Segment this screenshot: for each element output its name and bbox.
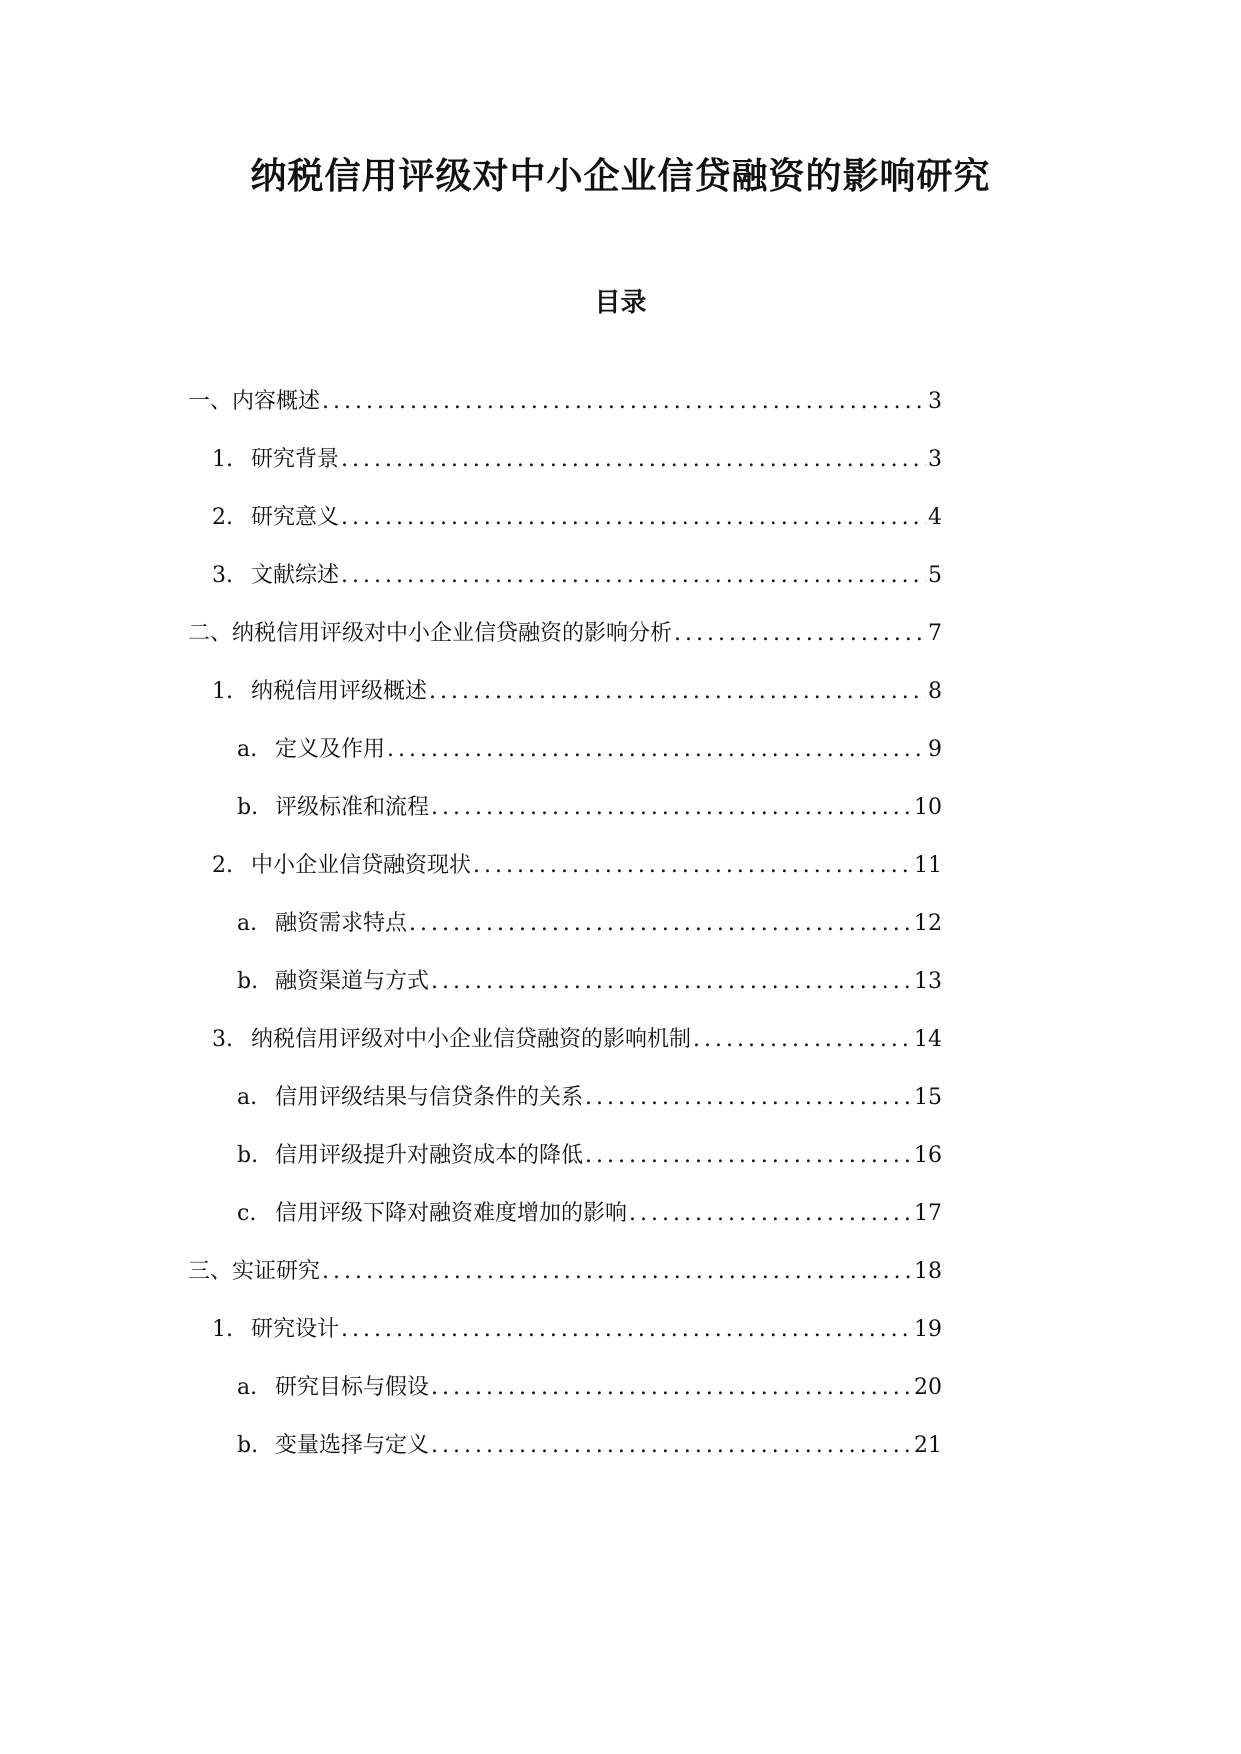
- toc-entry-text: 一、内容概述: [188, 389, 321, 414]
- toc-entry-number: a.: [237, 1085, 258, 1110]
- toc-leader-dots: [431, 1429, 912, 1463]
- toc-entry-number: b.: [237, 1433, 259, 1458]
- toc-entry[interactable]: [237, 1081, 942, 1115]
- toc-entry-text: 研究意义: [251, 505, 340, 530]
- toc-leader-dots: [431, 1371, 912, 1405]
- toc-leader-dots: [693, 1023, 912, 1057]
- toc-entry-page: 3: [928, 389, 942, 414]
- toc-entry-number: 3.: [212, 1027, 233, 1052]
- toc-entry-page: 19: [914, 1317, 942, 1342]
- toc-heading: 目录: [594, 288, 647, 318]
- toc-leader-dots: [674, 617, 926, 651]
- toc-entry[interactable]: [212, 1023, 942, 1057]
- toc-entry[interactable]: [188, 1255, 942, 1289]
- toc-entry-text: 融资渠道与方式: [275, 969, 430, 994]
- toc-entry-page: 9: [928, 737, 942, 762]
- toc-leader-dots: [585, 1081, 912, 1115]
- toc-entry-text: 二、纳税信用评级对中小企业信贷融资的影响分析: [188, 621, 673, 646]
- toc-entry[interactable]: [237, 1371, 942, 1405]
- toc-entry-number: b.: [237, 969, 259, 994]
- toc-entry-text: 定义及作用: [275, 737, 386, 762]
- toc-entry-number: 2.: [212, 853, 233, 878]
- toc-entry-text: 研究目标与假设: [275, 1375, 430, 1400]
- toc-entry[interactable]: [237, 965, 942, 999]
- toc-entry-text: 文献综述: [251, 563, 340, 588]
- toc-entry[interactable]: [212, 443, 942, 477]
- toc-entry-page: 8: [928, 679, 942, 704]
- toc-entry-page: 7: [928, 621, 942, 646]
- toc-entry-page: 18: [914, 1259, 942, 1284]
- toc-entry-page: 10: [914, 795, 942, 820]
- toc-leader-dots: [341, 1313, 912, 1347]
- toc-leader-dots: [429, 675, 926, 709]
- toc-entry-page: 13: [914, 969, 942, 994]
- toc-entry[interactable]: [212, 675, 942, 709]
- toc-entry-text: 研究设计: [251, 1317, 340, 1342]
- toc-entry[interactable]: [237, 733, 942, 767]
- toc-entry-number: 1.: [212, 679, 233, 704]
- toc-entry-page: 14: [914, 1027, 942, 1052]
- toc-entry-number: 1.: [212, 1317, 233, 1342]
- toc-entry-page: 21: [914, 1433, 942, 1458]
- toc-entry[interactable]: [212, 849, 942, 883]
- toc-entry-text: 变量选择与定义: [275, 1433, 430, 1458]
- toc-entry[interactable]: [237, 1139, 942, 1173]
- toc-entry[interactable]: [212, 501, 942, 535]
- toc-entry-page: 17: [914, 1201, 942, 1226]
- toc-entry-number: 3.: [212, 563, 233, 588]
- toc-entry[interactable]: [237, 1197, 942, 1231]
- toc-entry-text: 中小企业信贷融资现状: [251, 853, 472, 878]
- toc-leader-dots: [629, 1197, 912, 1231]
- toc-entry-page: 4: [928, 505, 942, 530]
- toc-entry-number: b.: [237, 1143, 259, 1168]
- toc-entry[interactable]: [237, 1429, 942, 1463]
- toc-entry[interactable]: [188, 385, 942, 419]
- toc-entry-text: 三、实证研究: [188, 1259, 321, 1284]
- toc-entry[interactable]: [237, 907, 942, 941]
- toc-entry-text: 纳税信用评级概述: [251, 679, 428, 704]
- toc-leader-dots: [431, 965, 912, 999]
- toc-entry-text: 信用评级提升对融资成本的降低: [275, 1143, 584, 1168]
- toc-entry-text: 纳税信用评级对中小企业信贷融资的影响机制: [251, 1027, 692, 1052]
- toc-leader-dots: [387, 733, 926, 767]
- toc-entry-text: 融资需求特点: [275, 911, 408, 936]
- document-title: 纳税信用评级对中小企业信贷融资的影响研究: [250, 155, 991, 197]
- toc-entry[interactable]: [212, 559, 942, 593]
- toc-leader-dots: [431, 791, 912, 825]
- toc-leader-dots: [409, 907, 912, 941]
- toc-entry-number: b.: [237, 795, 259, 820]
- toc-entry-number: a.: [237, 1375, 258, 1400]
- toc-leader-dots: [341, 501, 926, 535]
- toc-entry-page: 16: [914, 1143, 942, 1168]
- toc-entry-page: 15: [914, 1085, 942, 1110]
- toc-entry-text: 评级标准和流程: [275, 795, 430, 820]
- toc-entry-number: c.: [237, 1201, 257, 1226]
- toc-entry-number: a.: [237, 737, 258, 762]
- toc-leader-dots: [341, 443, 926, 477]
- toc-entry[interactable]: [237, 791, 942, 825]
- toc-entry-number: 1.: [212, 447, 233, 472]
- toc-leader-dots: [322, 1255, 912, 1289]
- toc-leader-dots: [585, 1139, 912, 1173]
- toc-leader-dots: [322, 385, 926, 419]
- toc-leader-dots: [473, 849, 912, 883]
- toc-entry-number: 2.: [212, 505, 233, 530]
- toc-entry[interactable]: [212, 1313, 942, 1347]
- toc-entry-page: 20: [914, 1375, 942, 1400]
- toc-entry-page: 12: [914, 911, 942, 936]
- toc-leader-dots: [341, 559, 926, 593]
- toc-entry-text: 信用评级结果与信贷条件的关系: [275, 1085, 584, 1110]
- toc-entry-page: 5: [928, 563, 942, 588]
- toc-entry-text: 信用评级下降对融资难度增加的影响: [275, 1201, 628, 1226]
- toc-entry[interactable]: [188, 617, 942, 651]
- toc-entry-page: 11: [914, 853, 942, 878]
- toc-entry-text: 研究背景: [251, 447, 340, 472]
- toc-entry-page: 3: [928, 447, 942, 472]
- toc-entry-number: a.: [237, 911, 258, 936]
